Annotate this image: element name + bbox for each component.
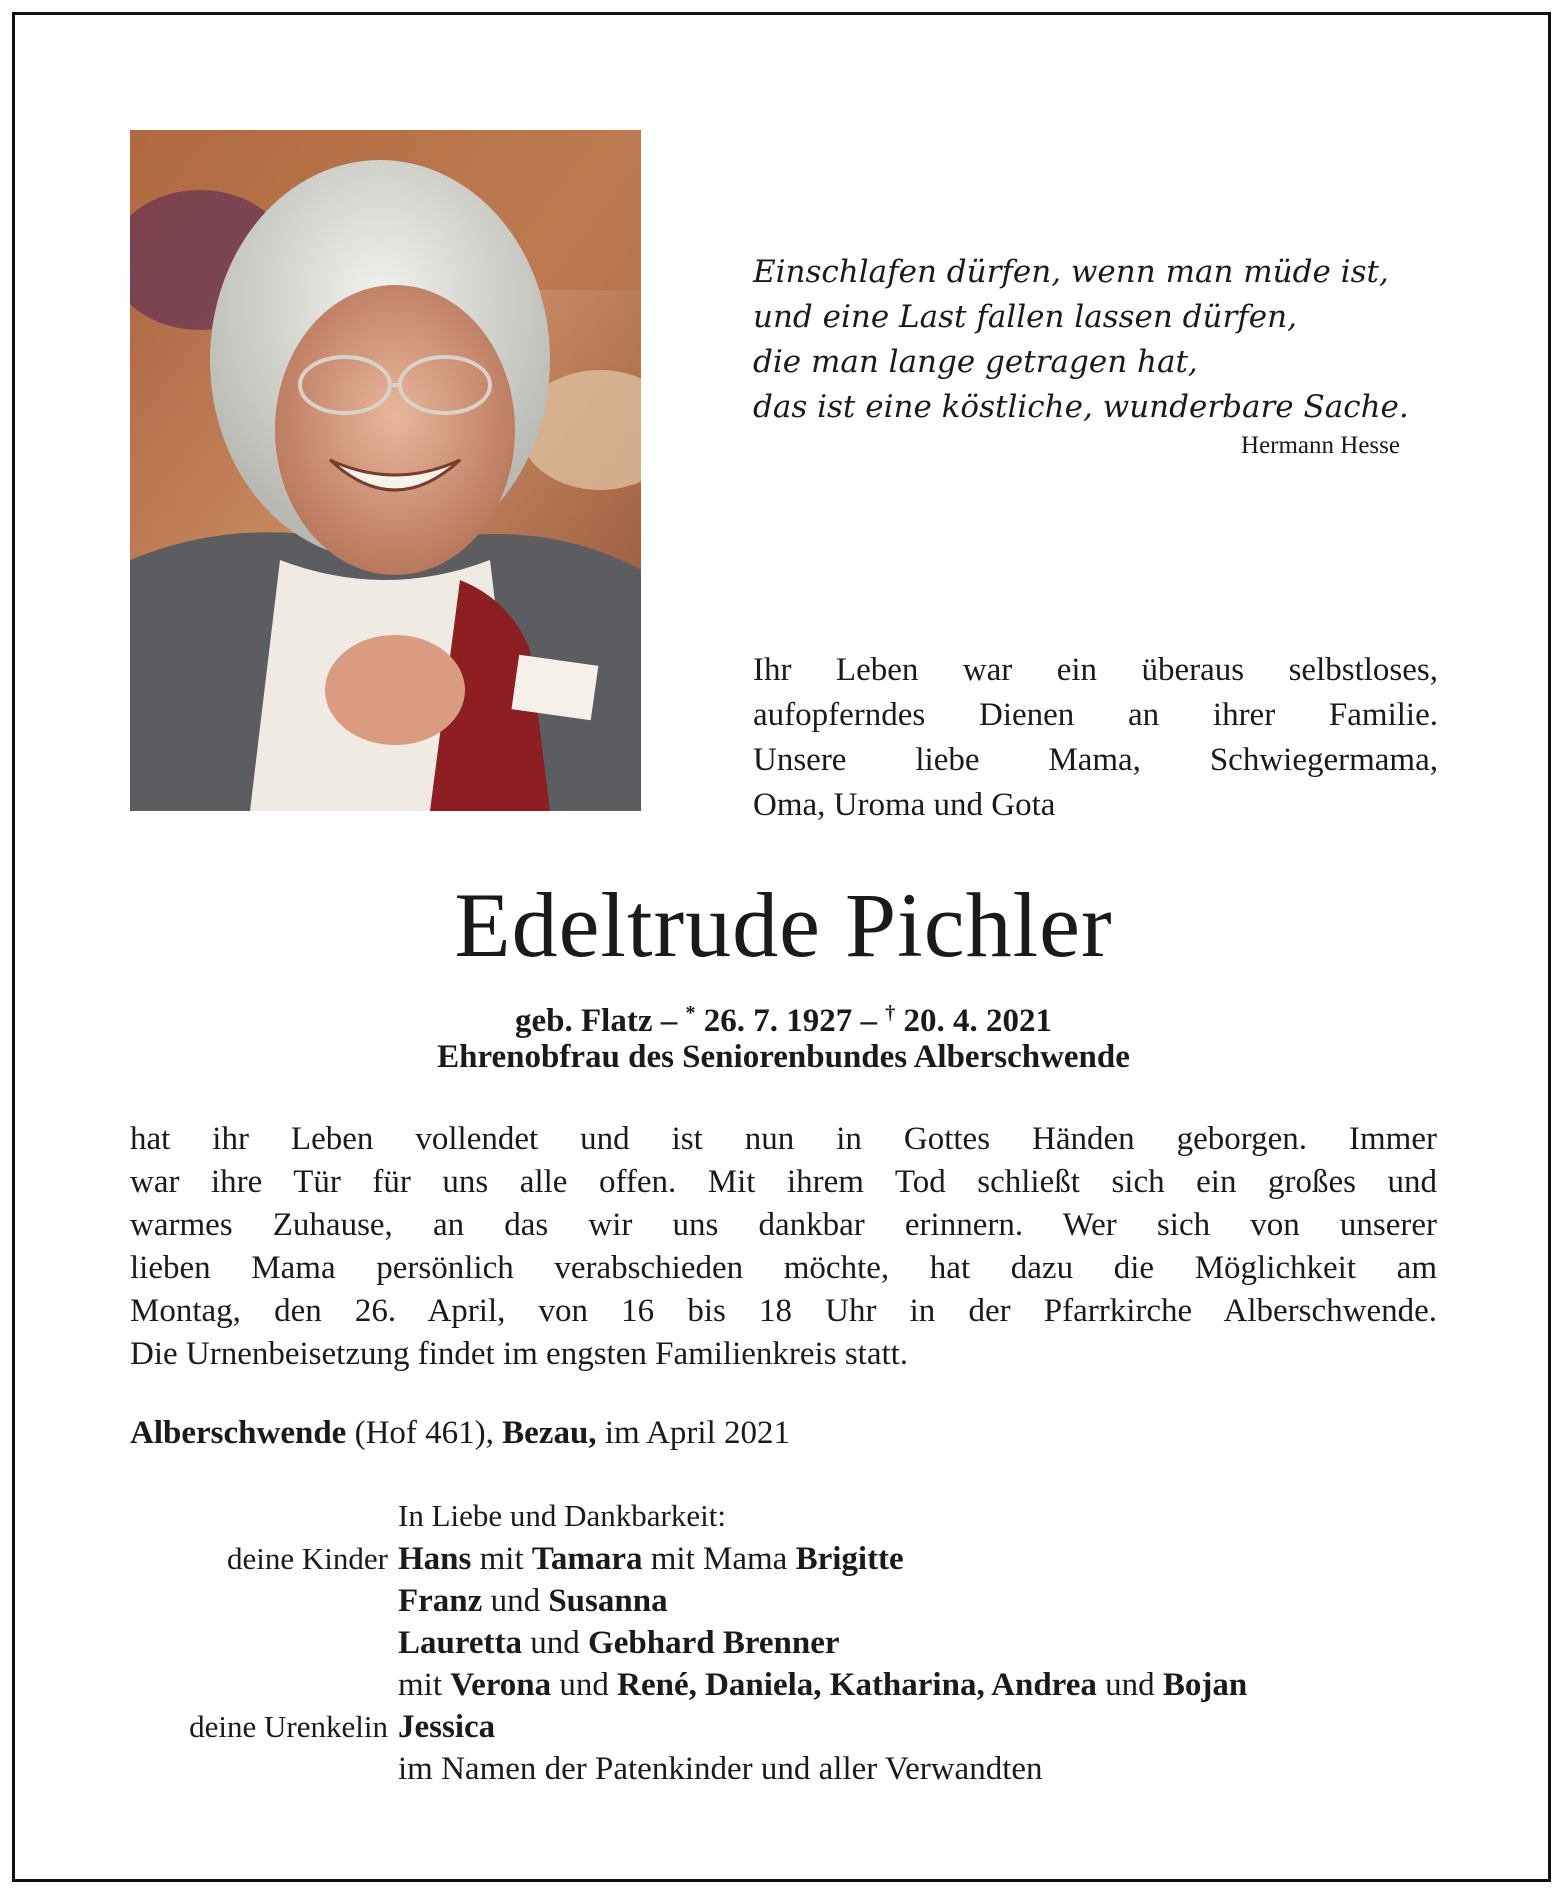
town-bezau: Bezau, <box>502 1415 597 1451</box>
signoff: In Liebe und Dankbarkeit: <box>398 1498 726 1533</box>
birth-symbol: * <box>685 1002 696 1024</box>
family-row <box>0 1748 1567 1790</box>
family-name: Lauretta <box>398 1625 523 1661</box>
family-connector: mit <box>471 1541 532 1577</box>
family-name: Hans <box>398 1541 472 1577</box>
family-name: Brigitte <box>795 1541 904 1577</box>
poem-line: Einschlafen dürfen, wenn man müde ist, <box>753 254 1389 290</box>
family-name: Jessica <box>398 1709 496 1745</box>
family-name: Gebhard Brenner <box>588 1625 840 1661</box>
family-name: Bojan <box>1162 1667 1248 1703</box>
family-connector: mit <box>398 1667 451 1703</box>
family-name: Susanna <box>548 1583 668 1619</box>
family-row <box>0 1580 1567 1622</box>
family-names <box>398 1664 1247 1706</box>
family-names <box>398 1622 840 1664</box>
tribute-line: Ihr Leben war ein überaus selbstloses, <box>753 652 1438 688</box>
family-connector: mit Mama <box>642 1541 796 1577</box>
family-names <box>398 1706 495 1748</box>
death-date: 20. 4. 2021 <box>895 1003 1052 1039</box>
family-connector: und <box>551 1667 618 1703</box>
great-grandchildren-label: deine Urenkelin <box>189 1709 388 1744</box>
poem-line: das ist eine köstliche, wunderbare Sache. <box>753 389 1409 425</box>
life-dates <box>0 992 1567 1042</box>
family-row <box>0 1622 1567 1664</box>
family-name: René, Daniela, Katharina, Andrea <box>617 1667 1097 1703</box>
date: im April 2021 <box>596 1415 790 1451</box>
family-connector: und <box>522 1625 589 1661</box>
address: (Hof 461), <box>346 1415 503 1451</box>
portrait-photo <box>130 130 641 811</box>
poem-line: die man lange getragen hat, <box>753 344 1198 380</box>
family-name: Tamara <box>531 1541 643 1577</box>
death-symbol: † <box>885 1002 896 1024</box>
town-alberschwende: Alberschwende <box>130 1415 347 1451</box>
family-connector: und <box>482 1583 549 1619</box>
portrait-photo-image <box>130 130 641 811</box>
tribute-text <box>753 648 1438 828</box>
family-names <box>398 1580 668 1622</box>
body-line: Die Urnenbeisetzung findet im engsten Familienkreis statt. <box>130 1336 909 1372</box>
poem-author: Hermann Hesse <box>1241 432 1400 459</box>
tribute-line: Unsere liebe Mama, Schwiegermama, <box>753 742 1438 778</box>
family-names: im Namen der Patenkinder und aller Verwandten <box>398 1751 1043 1787</box>
family-name: Verona <box>450 1667 552 1703</box>
children-label: deine Kinder <box>227 1541 388 1576</box>
body-line: lieben Mama persönlich verabschieden möchte, hat dazu die Möglichkeit am <box>130 1250 1437 1286</box>
family-row <box>0 1664 1567 1706</box>
tribute-line: Oma, Uroma und Gota <box>753 787 1056 823</box>
body-line: warmes Zuhause, an das wir uns dankbar erinnern. Wer sich von unserer <box>130 1207 1437 1243</box>
family-names <box>398 1538 904 1580</box>
place-and-date <box>130 1412 790 1455</box>
maiden-name: geb. Flatz – <box>515 1003 686 1039</box>
body-line: hat ihr Leben vollendet und ist nun in Gottes Händen geborgen. Immer <box>130 1121 1437 1157</box>
body-line: Montag, den 26. April, von 16 bis 18 Uhr in der Pfarrkirche Alberschwende. <box>130 1293 1437 1329</box>
family-row <box>0 1538 1567 1580</box>
tribute-line: aufopferndes Dienen an ihrer Familie. <box>753 697 1438 733</box>
family-connector: und <box>1096 1667 1163 1703</box>
obituary-body <box>130 1118 1437 1376</box>
birth-date: 26. 7. 1927 – <box>695 1003 886 1039</box>
family-row <box>0 1706 1567 1748</box>
poem <box>753 250 1413 430</box>
body-line: war ihre Tür für uns alle offen. Mit ihrem Tod schließt sich ein großes und <box>130 1164 1437 1200</box>
honorary-title: Ehrenobfrau des Seniorenbundes Alberschwende <box>437 1039 1130 1075</box>
family-name: Franz <box>398 1583 483 1619</box>
deceased-name: Edeltrude Pichler <box>454 874 1113 976</box>
poem-line: und eine Last fallen lassen dürfen, <box>753 299 1297 335</box>
